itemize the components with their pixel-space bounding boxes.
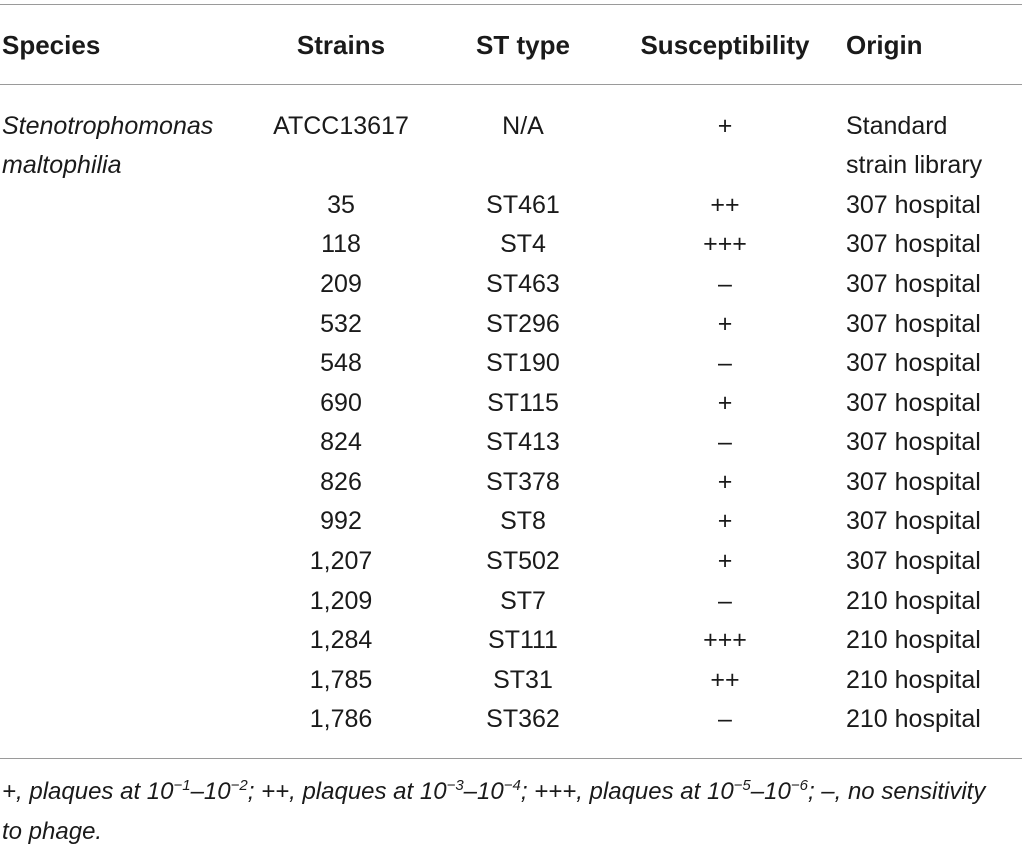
table-cell-strain: 690 xyxy=(320,389,362,417)
table-cell-origin: 307 hospital xyxy=(846,349,981,377)
header-species: Species xyxy=(2,30,101,60)
table-cell-st-type: ST378 xyxy=(486,468,560,496)
table-cell-susceptibility: – xyxy=(718,428,732,456)
table-cell-st-type: ST362 xyxy=(486,705,560,733)
table-cell-strain: 826 xyxy=(320,468,362,496)
table-cell-origin: Standard xyxy=(846,112,948,140)
table-cell-susceptibility: +++ xyxy=(703,626,747,654)
table-header-rule xyxy=(0,84,1022,85)
table-cell-origin: 307 hospital xyxy=(846,310,981,338)
table-cell-susceptibility: +++ xyxy=(703,230,747,258)
table-cell-origin: 307 hospital xyxy=(846,547,981,575)
table-bottom-rule xyxy=(0,758,1022,759)
table-cell-susceptibility: + xyxy=(717,112,733,140)
table-cell-strain: ATCC13617 xyxy=(273,112,409,140)
table-cell-origin: 307 hospital xyxy=(846,468,981,496)
table-cell-susceptibility: ++ xyxy=(710,666,740,694)
header-st-type: ST type xyxy=(476,30,570,60)
table-top-rule xyxy=(0,4,1022,5)
table-cell-susceptibility: + xyxy=(717,468,733,496)
table-cell-susceptibility: – xyxy=(718,705,732,733)
species-name-line2: maltophilia xyxy=(2,151,122,179)
table-cell-st-type: ST463 xyxy=(486,270,560,298)
table-cell-strain: 209 xyxy=(320,270,362,298)
table-cell-strain: 992 xyxy=(320,507,362,535)
table-cell-origin: 307 hospital xyxy=(846,389,981,417)
table-cell-st-type: N/A xyxy=(502,112,544,140)
table-cell-susceptibility: – xyxy=(718,270,732,298)
table-cell-origin: 307 hospital xyxy=(846,428,981,456)
table-cell-st-type: ST296 xyxy=(486,310,560,338)
table-cell-st-type: ST115 xyxy=(487,389,559,417)
table-cell-st-type: ST190 xyxy=(486,349,560,377)
table-cell-origin: 307 hospital xyxy=(846,191,981,219)
table-cell-strain: 1,284 xyxy=(309,626,373,654)
table-cell-origin: 210 hospital xyxy=(846,587,981,615)
table-cell-strain: 824 xyxy=(320,428,362,456)
species-name-line1: Stenotrophomonas xyxy=(2,112,214,140)
table-cell-origin: 307 hospital xyxy=(846,507,981,535)
table-cell-st-type: ST7 xyxy=(500,587,546,615)
table-cell-st-type: ST31 xyxy=(493,666,553,694)
table-cell-susceptibility: ++ xyxy=(710,191,740,219)
table-cell-strain: 118 xyxy=(321,230,361,258)
table-cell-susceptibility: – xyxy=(718,349,732,377)
table-cell-susceptibility: + xyxy=(717,547,733,575)
table-cell-st-type: ST502 xyxy=(486,547,560,575)
table-cell-strain: 1,786 xyxy=(309,705,373,733)
table-cell-origin-line2: strain library xyxy=(846,151,983,179)
table-cell-susceptibility: + xyxy=(717,389,733,417)
table-cell-origin: 307 hospital xyxy=(846,270,981,298)
table-cell-strain: 1,209 xyxy=(309,587,373,615)
table-cell-strain: 1,207 xyxy=(309,547,373,575)
table-cell-st-type: ST413 xyxy=(486,428,560,456)
header-strains: Strains xyxy=(296,30,386,60)
table-cell-strain: 1,785 xyxy=(309,666,373,694)
table-cell-strain: 532 xyxy=(320,310,362,338)
table-cell-st-type: ST111 xyxy=(488,626,558,654)
table-cell-origin: 210 hospital xyxy=(846,705,981,733)
table-cell-st-type: ST461 xyxy=(486,191,560,219)
table-cell-origin: 210 hospital xyxy=(846,666,981,694)
table-cell-origin: 307 hospital xyxy=(846,230,981,258)
table-cell-strain: 35 xyxy=(327,191,355,219)
table-cell-origin: 210 hospital xyxy=(846,626,981,654)
table-cell-st-type: ST8 xyxy=(500,507,546,535)
table-cell-susceptibility: + xyxy=(717,310,733,338)
table-footnote: +, plaques at $10^{-1}-10^{-2}$; ++, plaques at $10^{-3}-10^{-4}$; +++, plaques at $10^{-5}-10^{-6}$; –, no sensitivity to phage. xyxy=(2,777,986,845)
header-susceptibility: Susceptibility xyxy=(640,30,810,60)
table-cell-susceptibility: + xyxy=(717,507,733,535)
table-cell-st-type: ST4 xyxy=(500,230,546,258)
table-cell-strain: 548 xyxy=(320,349,362,377)
table-cell-susceptibility: – xyxy=(718,587,732,615)
header-origin: Origin xyxy=(846,30,923,60)
